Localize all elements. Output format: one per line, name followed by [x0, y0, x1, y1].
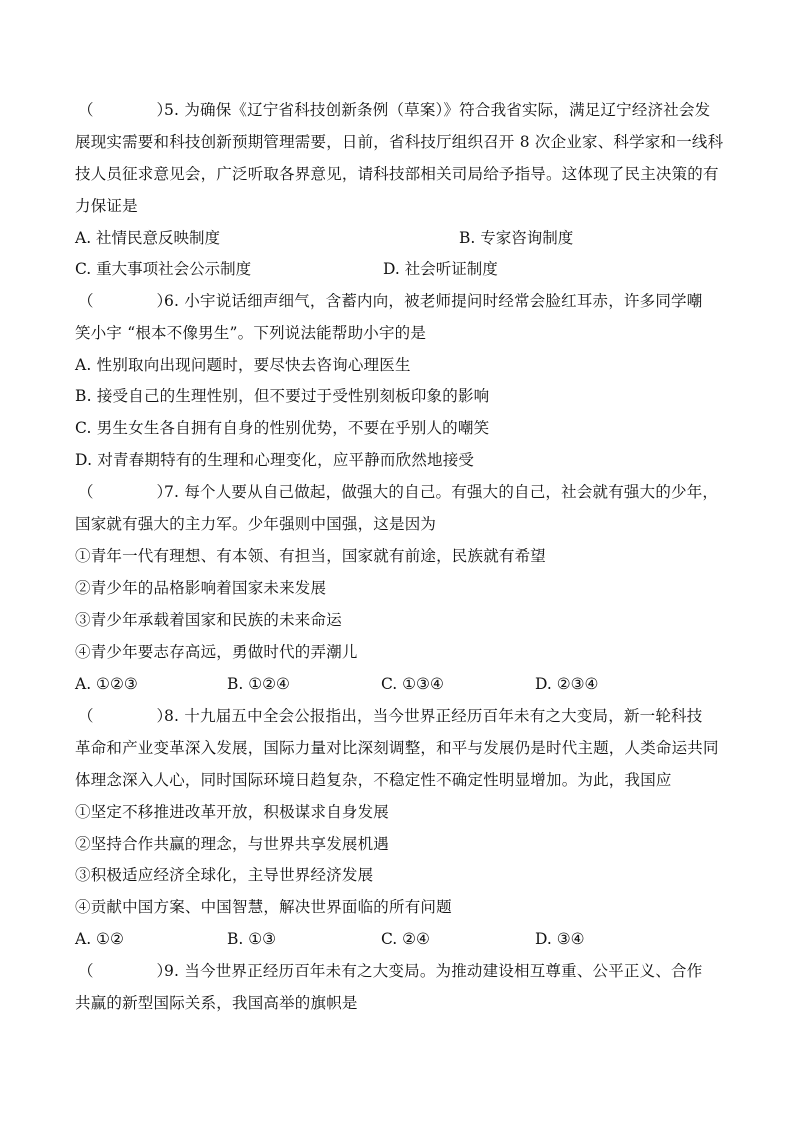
- option-b: B. 专家咨询制度: [459, 229, 574, 247]
- question-5-line-4: 力保证是: [75, 197, 138, 215]
- option-d: D. 对青春期特有的生理和心理变化，应平静而欣然地接受: [75, 451, 475, 469]
- option-c: C. ②④: [381, 930, 430, 948]
- answer-blank[interactable]: （ ）: [78, 707, 173, 725]
- statement-4: ④青少年要志存高远，勇做时代的弄潮儿: [75, 643, 358, 661]
- option-c: C. 重大事项社会公示制度: [75, 260, 252, 278]
- question-8-line-2: 革命和产业变革深入发展，国际力量对比深刻调整，和平与发展仍是时代主题，人类命运共同: [75, 739, 719, 757]
- statement-3: ③积极适应经济全球化，主导世界经济发展: [75, 866, 374, 884]
- statement-2: ②青少年的品格影响着国家未来发展: [75, 579, 327, 597]
- option-b: B. ①②④: [227, 675, 290, 693]
- answer-blank[interactable]: （ ）: [78, 292, 173, 310]
- option-b: B. ①③: [227, 930, 277, 948]
- answer-blank[interactable]: （ ）: [78, 101, 173, 119]
- question-9-line-2: 共赢的新型国际关系，我国高举的旗帜是: [75, 994, 358, 1012]
- answer-blank[interactable]: （ ）: [78, 483, 173, 501]
- question-7-line-2: 国家就有强大的主力军。少年强则中国强，这是因为: [75, 515, 437, 533]
- statement-4: ④贡献中国方案、中国智慧，解决世界面临的所有问题: [75, 898, 452, 916]
- option-d: D. 社会听证制度: [383, 260, 498, 278]
- question-5-line-1: （ ）5. 为确保《辽宁省科技创新条例（草案）》符合我省实际，满足辽宁经济社会发: [78, 101, 711, 119]
- question-5-line-3: 技人员征求意见会，广泛听取各界意见，请科技部相关司局给予指导。这体现了民主决策的有: [75, 165, 719, 183]
- question-5-line-2: 展现实需要和科技创新预期管理需要，日前，省科技厅组织召开 8 次企业家、科学家和一线科: [75, 133, 724, 151]
- statement-1: ①青年一代有理想、有本领、有担当，国家就有前途，民族就有希望: [75, 547, 547, 565]
- option-a: A. ①②: [75, 930, 124, 948]
- option-d: D. ③④: [535, 930, 585, 948]
- question-6-line-2: 笑小宇 “根本不像男生”。下列说法能帮助小宇的是: [75, 324, 427, 342]
- option-c: C. 男生女生各自拥有自身的性别优势，不要在乎别人的嘲笑: [75, 419, 490, 437]
- option-a: A. 社情民意反映制度: [75, 229, 221, 247]
- question-8-line-1: （ ）8. 十九届五中全会公报指出，当今世界正经历百年未有之大变局，新一轮科技: [78, 707, 703, 725]
- statement-3: ③青少年承载着国家和民族的未来命运: [75, 611, 342, 629]
- option-c: C. ①③④: [381, 675, 444, 693]
- answer-blank[interactable]: （ ）: [78, 962, 173, 980]
- question-7-line-1: （ ）7. 每个人要从自己做起，做强大的自己。有强大的自己，社会就有强大的少年，: [78, 483, 719, 501]
- statement-2: ②坚持合作共赢的理念，与世界共享发展机遇: [75, 835, 390, 853]
- statement-1: ①坚定不移推进改革开放，积极谋求自身发展: [75, 803, 390, 821]
- question-9-line-1: （ ）9. 当今世界正经历百年未有之大变局。为推动建设相互尊重、公平正义、合作: [78, 962, 703, 980]
- option-d: D. ②③④: [535, 675, 599, 693]
- option-a: A. ①②③: [75, 675, 138, 693]
- option-b: B. 接受自己的生理性别，但不要过于受性别刻板印象的影响: [75, 387, 490, 405]
- option-a: A. 性别取向出现问题时，要尽快去咨询心理医生: [75, 356, 411, 374]
- question-6-line-1: （ ）6. 小宇说话细声细气，含蓄内向，被老师提问时经常会脸红耳赤，许多同学嘲: [78, 292, 703, 310]
- question-8-line-3: 体理念深入人心，同时国际环境日趋复杂，不稳定性不确定性明显增加。为此，我国应: [75, 771, 672, 789]
